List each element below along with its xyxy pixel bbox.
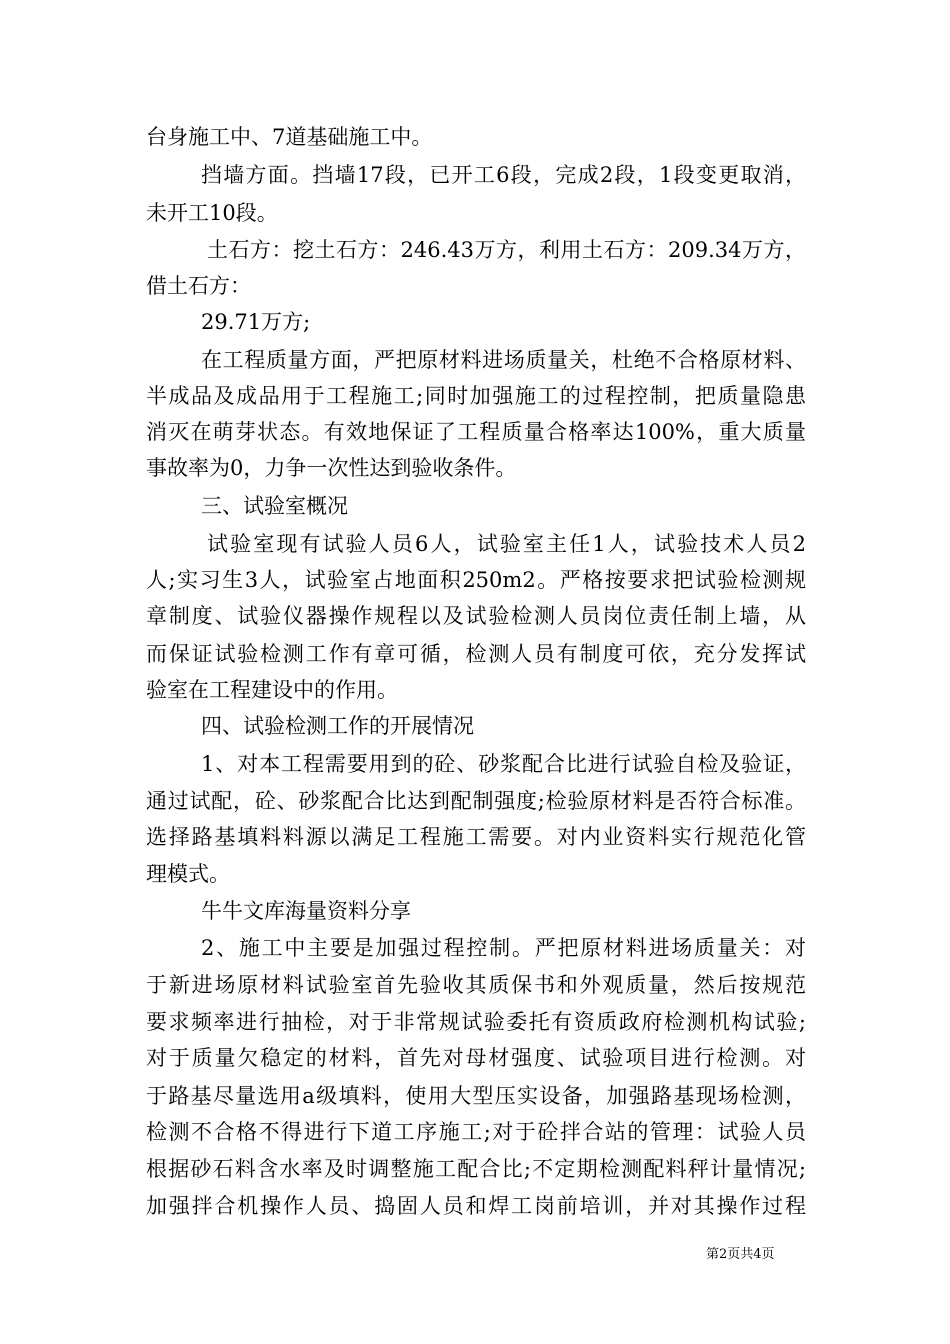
section-heading: 三、试验室概况 bbox=[201, 494, 348, 518]
text-line: 挡墙方面。挡墙17段，已开工6段，完成2段，1段变更取消， bbox=[201, 163, 806, 187]
text-line: 消灭在萌芽状态。有效地保证了工程质量合格率达100%，重大质量 bbox=[146, 420, 806, 444]
text-line: 半成品及成品用于工程施工;同时加强施工的过程控制，把质量隐患 bbox=[146, 384, 806, 408]
text-line: 根据砂石料含水率及时调整施工配合比;不定期检测配料秤计量情况; bbox=[146, 1157, 806, 1181]
text-line: 台身施工中、7道基础施工中。 bbox=[146, 125, 433, 149]
text-line: 人;实习生3人，试验室占地面积250m2。严格按要求把试验检测规 bbox=[146, 568, 806, 592]
text-line: 29.71万方; bbox=[201, 310, 311, 334]
text-line: 于路基尽量选用a级填料，使用大型压实设备，加强路基现场检测， bbox=[146, 1084, 806, 1108]
text-line: 牛牛文库海量资料分享 bbox=[201, 899, 411, 923]
section-heading: 四、试验检测工作的开展情况 bbox=[201, 714, 474, 738]
text-line: 章制度、试验仪器操作规程以及试验检测人员岗位责任制上墙，从 bbox=[146, 604, 806, 628]
text-line: 选择路基填料料源以满足工程施工需要。对内业资料实行规范化管 bbox=[146, 825, 806, 849]
text-line: 而保证试验检测工作有章可循，检测人员有制度可依，充分发挥试 bbox=[146, 642, 806, 666]
text-line: 要求频率进行抽检，对于非常规试验委托有资质政府检测机构试验; bbox=[146, 1010, 806, 1034]
text-line: 于新进场原材料试验室首先验收其质保书和外观质量，然后按规范 bbox=[146, 973, 806, 997]
page-number: 第2页共4页 bbox=[706, 1247, 775, 1262]
text-line: 借土石方： bbox=[146, 274, 251, 298]
text-line: 检测不合格不得进行下道工序施工;对于砼拌合站的管理：试验人员 bbox=[146, 1120, 806, 1144]
text-line: 加强拌合机操作人员、捣固人员和焊工岗前培训，并对其操作过程 bbox=[146, 1194, 806, 1218]
text-line: 事故率为0，力争一次性达到验收条件。 bbox=[146, 456, 517, 480]
text-line: 土石方：挖土石方：246.43万方，利用土石方：209.34万方， bbox=[207, 238, 806, 262]
text-line: 1、对本工程需要用到的砼、砂浆配合比进行试验自检及验证， bbox=[201, 752, 806, 776]
text-line: 理模式。 bbox=[146, 862, 230, 886]
text-line: 2、施工中主要是加强过程控制。严把原材料进场质量关：对 bbox=[201, 936, 806, 960]
text-line: 试验室现有试验人员6人，试验室主任1人，试验技术人员2 bbox=[207, 532, 806, 556]
text-line: 验室在工程建设中的作用。 bbox=[146, 678, 398, 702]
text-line: 未开工10段。 bbox=[146, 201, 278, 225]
text-line: 通过试配，砼、砂浆配合比达到配制强度;检验原材料是否符合标准。 bbox=[146, 789, 806, 813]
text-line: 在工程质量方面，严把原材料进场质量关，杜绝不合格原材料、 bbox=[201, 348, 806, 372]
text-line: 对于质量欠稳定的材料，首先对母材强度、试验项目进行检测。对 bbox=[146, 1046, 806, 1070]
